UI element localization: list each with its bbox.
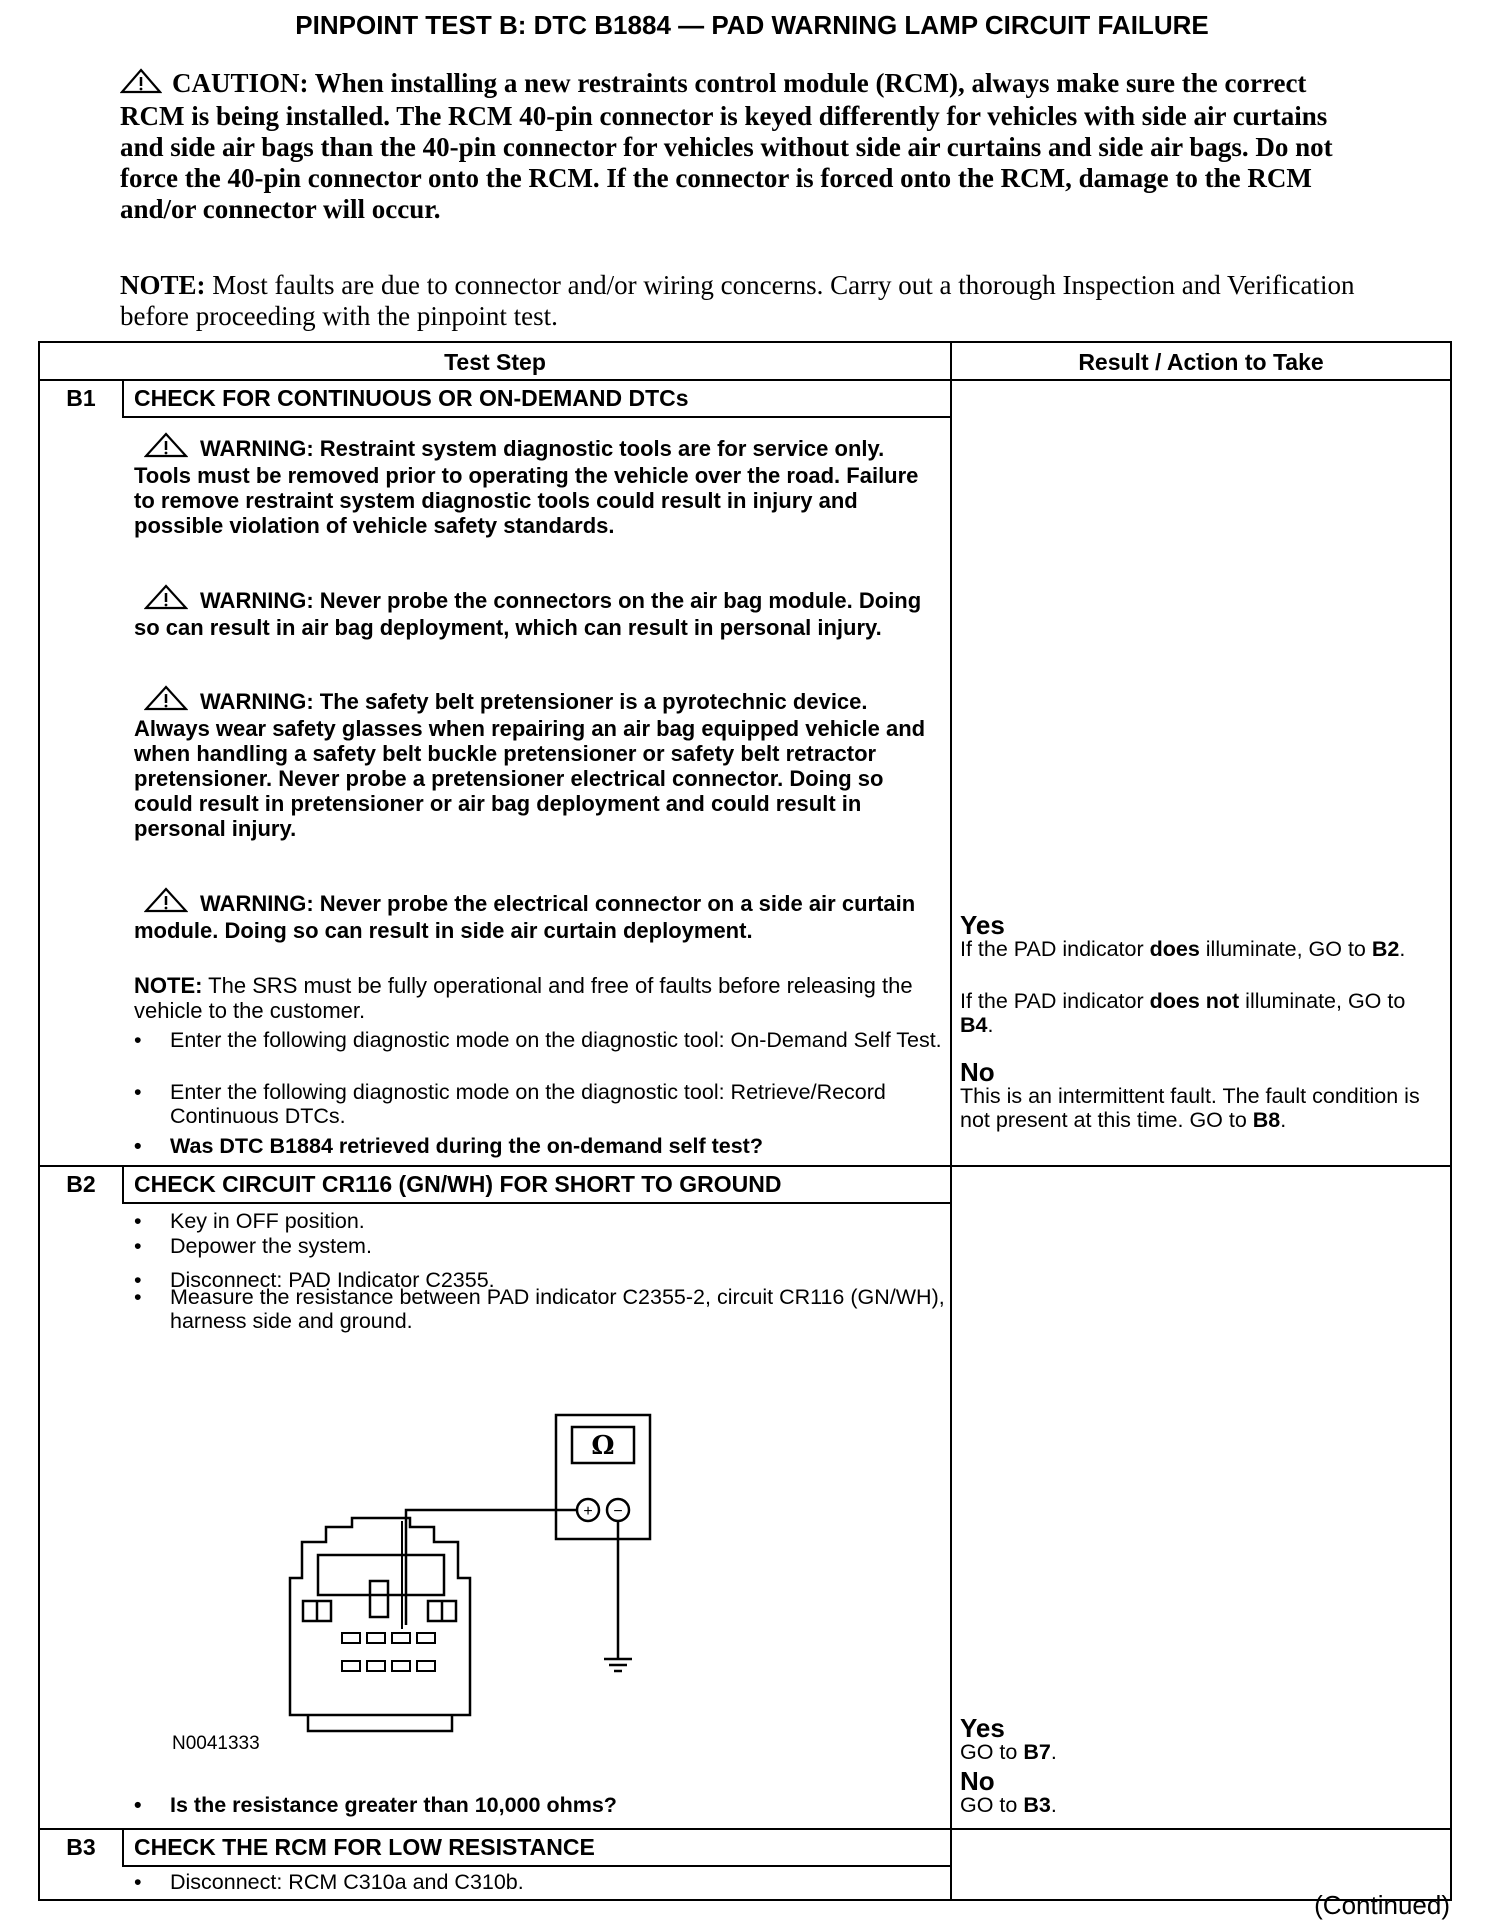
b1-yes-action-1: If the PAD indicator does illuminate, GO to B2. bbox=[960, 937, 1406, 961]
warning-2: WARNING: Never probe the connectors on the air bag module. Doing so can result in air bag deployment, which can result in personal injury. bbox=[134, 584, 934, 640]
b2-no-label: No bbox=[960, 1766, 995, 1796]
step-title-b3: CHECK THE RCM FOR LOW RESISTANCE bbox=[134, 1834, 595, 1860]
note-label: NOTE: bbox=[120, 270, 206, 300]
intro-note bbox=[120, 270, 1370, 332]
plus-symbol: + bbox=[583, 1503, 593, 1520]
b1-no-action: This is an intermittent fault. The fault condition is not present at this time. GO to B8. bbox=[960, 1084, 1420, 1132]
b1-yes-label: Yes bbox=[960, 910, 1005, 940]
connector-pins bbox=[342, 1633, 435, 1671]
step-title-b1: CHECK FOR CONTINUOUS OR ON-DEMAND DTCs bbox=[134, 385, 689, 411]
ohm-symbol: Ω bbox=[591, 1431, 615, 1461]
b1-no-label: No bbox=[960, 1057, 995, 1087]
caution-text: CAUTION: When installing a new restraints control module (RCM), always make sure the correct RCM is being installed. The RCM 40-pin connector is keyed differently for vehicles with side air curtains and side air bags than the 40-pin connector for vehicles without side air curtains and side air bags. Do not force the 40-pin connector onto the RCM. If the connector is forced onto the RCM, damage to the RCM and/or connector will occur. bbox=[120, 68, 1333, 224]
caution-block bbox=[120, 68, 1370, 225]
b1-note: NOTE: The SRS must be fully operational and free of faults before releasing the vehicle to the customer. bbox=[134, 973, 913, 1023]
b2-yes-label: Yes bbox=[960, 1713, 1005, 1743]
header-result: Result / Action to Take bbox=[1078, 349, 1324, 375]
figure-id: N0041333 bbox=[172, 1733, 260, 1754]
minus-symbol: − bbox=[613, 1503, 623, 1520]
ohmmeter-connector-diagram bbox=[40, 343, 950, 1823]
warning-3: WARNING: The safety belt pretensioner is a pyrotechnic device. Always wear safety glasses when repairing an air bag equipped vehicle and when handling a safety belt buckle pretensioner or safety belt retractor pretensioner. Never probe a pretensioner electrical connector. Doing so could result in pretensioner or air bag deployment and could result in personal injury. bbox=[134, 685, 934, 841]
page-title: PINPOINT TEST B: DTC B1884 — PAD WARNING LAMP CIRCUIT FAILURE bbox=[295, 10, 1209, 40]
step-id-b2: B2 bbox=[66, 1171, 96, 1197]
b2-yes-action: GO to B7. bbox=[960, 1740, 1057, 1764]
step-id-b3: B3 bbox=[66, 1834, 96, 1860]
warning-4: WARNING: Never probe the electrical connector on a side air curtain module. Doing so can result in side air curtain deployment. bbox=[134, 887, 934, 943]
note-text: Most faults are due to connector and/or wiring concerns. Carry out a thorough Inspection and Verification before proceeding with the pinpoint test. bbox=[120, 270, 1355, 331]
b1-yes-action-2: If the PAD indicator does not illuminate, GO to B4. bbox=[960, 989, 1406, 1037]
continued-label: (Continued) bbox=[1314, 1890, 1450, 1920]
header-test-step: Test Step bbox=[444, 349, 546, 375]
step-title-b2: CHECK CIRCUIT CR116 (GN/WH) FOR SHORT TO GROUND bbox=[134, 1171, 782, 1197]
warning-triangle-icon bbox=[120, 68, 162, 101]
b2-no-action: GO to B3. bbox=[960, 1793, 1057, 1817]
pinpoint-test-table: Test Step Result / Action to Take B1 CHECK FOR CONTINUOUS OR ON-DEMAND DTCs WARNING: Restraint system diagnostic tools are for service only. Tools must be removed prior to operating the vehicle over the road. Failure to remove restraint system diagnostic tools could result in injury and possible violation of vehicle safety standards. WARNING: Never probe the connectors on the air bag module. Doing so can result in air bag deployment, which can result in personal injury. WARNING: The safety belt pretensioner is a pyrotechnic device. Always wear safety glasses when repairing an air bag equipped vehicle and when handling a safety belt buckle pretensioner or safety belt retractor pretensioner. Never probe a pretensioner electrical connector. Doing so could result in pretensioner or air bag deployment and could result in personal injury. WARNING: Never probe the electrical connector on a side air curtain module. Doing so can result in side air curtain deployment. NOTE: The SRS must be fully operational and free of faults before releasing the vehicle to the customer. • Enter the following diagnostic mode on the diagnostic tool: On-Demand Self Test. • Enter the following diagnostic mode on the diagnostic tool: Retrieve/Record Continuous DTCs. • Was DTC B1884 retrieved during the on-demand self test? Yes If the PAD indicator does illuminate, GO to B2. If the PAD indicator does not illuminate, GO to B4. No This is an intermittent fault. The fault condition is not present at this time. GO to B8. B2 CHECK CIRCUIT CR116 (GN/WH) FOR SHORT TO GROUND • Key in OFF position. • Depower the system. • Disconnect: PAD Indicator C2355. • Measure the resistance between PAD indicator C2355-2, circuit CR116 (GN/WH), harness side and ground. Ω + − N0041333 • Is the resistance greater than 10,000 ohms? Yes GO to B7. No GO to B3. B3 CHECK THE RCM FOR LOW RESISTANCE • Disconnect: RCM C310a and C310b. bbox=[38, 341, 1452, 1901]
step-id-b1: B1 bbox=[66, 385, 96, 411]
warning-1: WARNING: Restraint system diagnostic tools are for service only. Tools must be removed prior to operating the vehicle over the road. Failure to remove restraint system diagnostic tools could result in injury and possible violation of vehicle safety standards. bbox=[134, 432, 934, 538]
